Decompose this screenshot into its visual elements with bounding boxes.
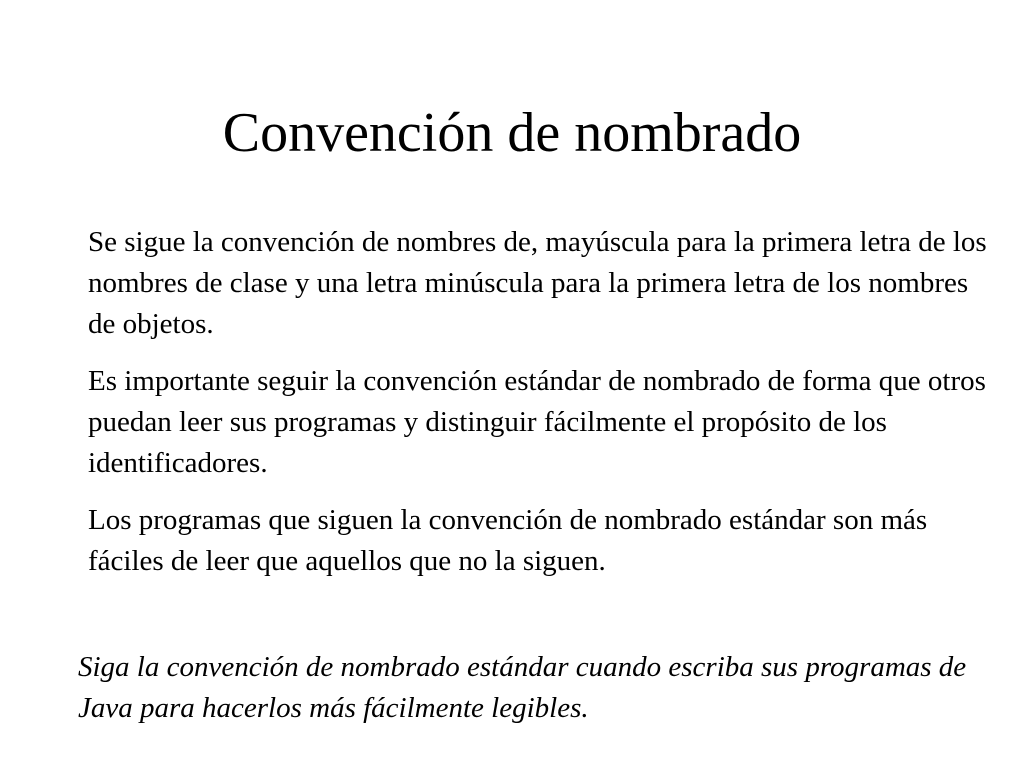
slide-title: Convención de nombrado — [222, 102, 802, 164]
slide-note: Siga la convención de nombrado estándar cuando escriba sus programas de Java para hacerlos más fácilmente legibles. — [78, 651, 967, 724]
paragraph-readability: Los programas que siguen la convención de nombrado estándar son más fáciles de leer que aquellos que no la siguen. — [88, 504, 928, 577]
paragraph-importance: Es importante seguir la convención estándar de nombrado de forma que otros puedan leer sus programas y distinguir fácilmente el propósito de los identificadores. — [88, 365, 986, 479]
slide-body — [88, 222, 988, 598]
paragraph-naming-rule: Se sigue la convención de nombres de, mayúscula para la primera letra de los nombres de clase y una letra minúscula para la primera letra de los nombres de objetos. — [88, 226, 987, 340]
